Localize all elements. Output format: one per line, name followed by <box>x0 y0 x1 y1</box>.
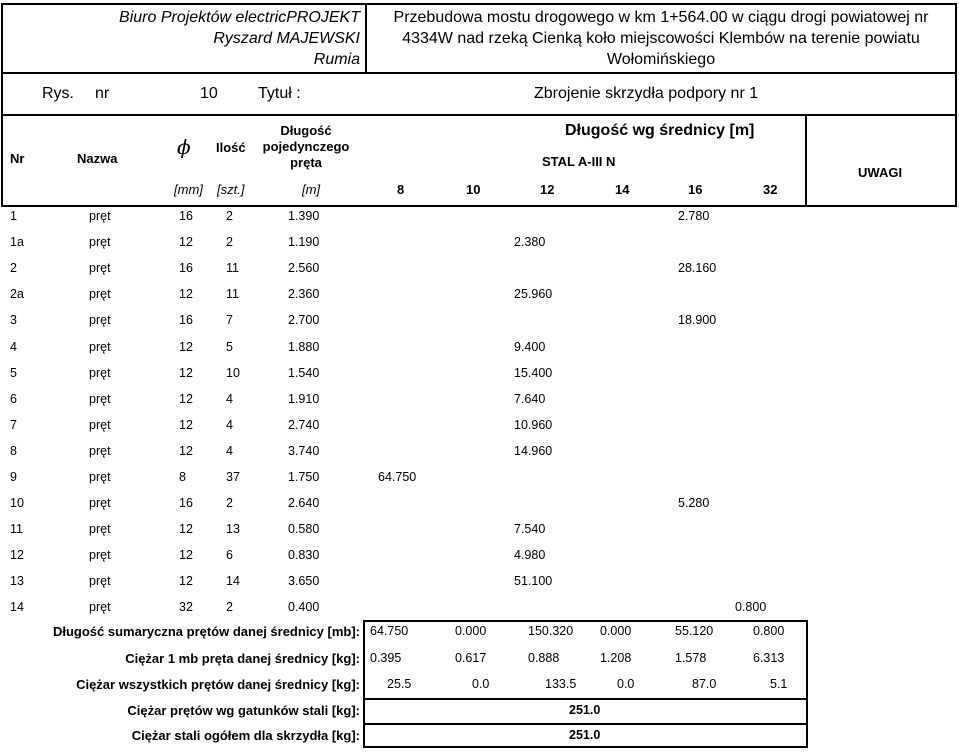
grade-weight-label: Ciężar prętów wg gatunków stali [kg]: <box>127 703 360 718</box>
row-diameter: 12 <box>179 522 193 536</box>
total-length-value: 64.750 <box>370 624 409 638</box>
title-label: Tytuł : <box>258 85 301 102</box>
row-diameter: 12 <box>179 392 193 406</box>
unit-weight-value: 6.313 <box>753 651 785 665</box>
col-diameter-symbol: ϕ <box>177 135 191 159</box>
diam-16: 16 <box>688 182 703 197</box>
drawing-number: 10 <box>200 85 218 102</box>
unit-szt: [szt.] <box>217 182 245 197</box>
row-quantity: 5 <box>226 340 233 354</box>
row-length: 0.580 <box>288 522 320 536</box>
row-name: pręt <box>89 235 111 249</box>
row-diameter: 16 <box>179 209 193 223</box>
row-diameter: 12 <box>179 235 193 249</box>
row-length: 3.740 <box>288 444 320 458</box>
row-name: pręt <box>89 600 111 614</box>
row-quantity: 2 <box>226 235 233 249</box>
row-d12: 4.980 <box>514 548 546 562</box>
col-nr: Nr <box>10 151 25 166</box>
col-length-line-3: pręta <box>290 155 322 170</box>
grand-total-value: 251.0 <box>569 728 601 742</box>
total-length-label: Długość sumaryczna prętów danej średnicy [mb]: <box>52 624 360 639</box>
row-nr: 4 <box>10 340 17 354</box>
company-city: Rumia <box>313 51 360 68</box>
project-line-2: 4334W nad rzeką Cienką koło miejscowości Klembów na terenie powiatu <box>402 30 920 47</box>
row-diameter: 12 <box>179 548 193 562</box>
row-nr: 14 <box>10 600 24 614</box>
row-d32: 0.800 <box>735 600 767 614</box>
row-name: pręt <box>89 574 111 588</box>
total-length-value: 150.320 <box>528 624 574 638</box>
row-d12: 51.100 <box>514 574 553 588</box>
row-diameter: 12 <box>179 444 193 458</box>
row-length: 2.740 <box>288 418 320 432</box>
row-length: 1.390 <box>288 209 320 223</box>
total-length-value: 0.800 <box>753 624 785 638</box>
total-weight-label: Ciężar wszystkich prętów danej średnicy [kg]: <box>76 677 360 692</box>
row-length: 1.880 <box>288 340 320 354</box>
unit-weight-value: 1.578 <box>675 651 707 665</box>
row-nr: 2 <box>10 261 17 275</box>
total-weight-value: 25.5 <box>387 677 412 691</box>
row-length: 2.360 <box>288 287 320 301</box>
row-diameter: 8 <box>179 470 186 484</box>
row-d12: 14.960 <box>514 444 553 458</box>
col-length-line-1: Długość <box>280 123 332 138</box>
row-d16: 5.280 <box>678 496 710 510</box>
drawing-title: Zbrojenie skrzydła podpory nr 1 <box>534 85 759 102</box>
row-nr: 10 <box>10 496 24 510</box>
row-length: 1.190 <box>288 235 320 249</box>
row-quantity: 4 <box>226 418 233 432</box>
row-diameter: 16 <box>179 313 193 327</box>
unit-weight-value: 0.888 <box>528 651 560 665</box>
steel-grade: STAL A-III N <box>542 154 616 169</box>
total-weight-value: 87.0 <box>692 677 717 691</box>
row-diameter: 16 <box>179 496 193 510</box>
row-d16: 28.160 <box>678 261 717 275</box>
row-d12: 10.960 <box>514 418 553 432</box>
rys-label: Rys. <box>42 85 74 102</box>
row-nr: 8 <box>10 444 17 458</box>
row-nr: 12 <box>10 548 24 562</box>
row-d12: 7.640 <box>514 392 546 406</box>
row-name: pręt <box>89 340 111 354</box>
col-nazwa: Nazwa <box>77 151 118 166</box>
row-name: pręt <box>89 496 111 510</box>
row-nr: 13 <box>10 574 24 588</box>
row-length: 0.830 <box>288 548 320 562</box>
row-quantity: 37 <box>226 470 240 484</box>
row-nr: 1 <box>10 209 17 223</box>
row-nr: 3 <box>10 313 17 327</box>
row-name: pręt <box>89 418 111 432</box>
row-name: pręt <box>89 366 111 380</box>
row-length: 3.650 <box>288 574 320 588</box>
nr-label: nr <box>95 85 110 102</box>
col-uwagi: UWAGI <box>858 165 903 180</box>
row-name: pręt <box>89 209 111 223</box>
row-quantity: 10 <box>226 366 240 380</box>
row-name: pręt <box>89 522 111 536</box>
diam-8: 8 <box>397 182 405 197</box>
col-length-line-2: pojedynczego <box>262 139 350 154</box>
row-d16: 18.900 <box>678 313 717 327</box>
row-quantity: 4 <box>226 392 233 406</box>
unit-m: [m] <box>302 182 321 197</box>
row-name: pręt <box>89 444 111 458</box>
total-weight-value: 5.1 <box>770 677 788 691</box>
diam-32: 32 <box>763 182 778 197</box>
row-nr: 7 <box>10 418 17 432</box>
total-weight-value: 0.0 <box>472 677 490 691</box>
row-length: 1.540 <box>288 366 320 380</box>
row-nr: 6 <box>10 392 17 406</box>
col-ilosc: Ilość <box>216 140 246 155</box>
grand-total-label: Ciężar stali ogółem dla skrzydła [kg]: <box>131 728 360 743</box>
total-weight-value: 133.5 <box>545 677 577 691</box>
row-length: 2.700 <box>288 313 320 327</box>
row-nr: 2a <box>10 287 24 301</box>
company-name: Biuro Projektów electricPROJEKT <box>119 9 360 26</box>
row-diameter: 12 <box>179 287 193 301</box>
row-d12: 2.380 <box>514 235 546 249</box>
row-d16: 2.780 <box>678 209 710 223</box>
total-length-value: 0.000 <box>600 624 632 638</box>
row-name: pręt <box>89 470 111 484</box>
row-name: pręt <box>89 313 111 327</box>
row-d12: 25.960 <box>514 287 553 301</box>
diam-12: 12 <box>540 182 555 197</box>
row-d12: 7.540 <box>514 522 546 536</box>
unit-weight-value: 0.395 <box>370 651 402 665</box>
row-name: pręt <box>89 392 111 406</box>
row-diameter: 12 <box>179 418 193 432</box>
row-quantity: 6 <box>226 548 233 562</box>
row-d8: 64.750 <box>378 470 417 484</box>
unit-weight-label: Ciężar 1 mb pręta danej średnicy [kg]: <box>125 651 360 666</box>
diam-10: 10 <box>466 182 481 197</box>
unit-weight-value: 0.617 <box>455 651 487 665</box>
row-diameter: 12 <box>179 574 193 588</box>
row-nr: 9 <box>10 470 17 484</box>
row-length: 2.640 <box>288 496 320 510</box>
total-length-value: 55.120 <box>675 624 714 638</box>
grade-weight-value: 251.0 <box>569 703 601 717</box>
row-quantity: 2 <box>226 496 233 510</box>
row-nr: 1a <box>10 235 24 249</box>
unit-mm: [mm] <box>174 182 203 197</box>
row-quantity: 7 <box>226 313 233 327</box>
row-name: pręt <box>89 287 111 301</box>
row-quantity: 2 <box>226 209 233 223</box>
row-length: 0.400 <box>288 600 320 614</box>
row-name: pręt <box>89 261 111 275</box>
row-quantity: 14 <box>226 574 240 588</box>
row-quantity: 11 <box>226 287 239 301</box>
row-nr: 5 <box>10 366 17 380</box>
row-diameter: 12 <box>179 366 193 380</box>
row-quantity: 13 <box>226 522 240 536</box>
row-d12: 9.400 <box>514 340 546 354</box>
row-length: 2.560 <box>288 261 320 275</box>
row-diameter: 32 <box>179 600 193 614</box>
company-owner: Ryszard MAJEWSKI <box>213 30 360 47</box>
row-quantity: 11 <box>226 261 239 275</box>
row-quantity: 4 <box>226 444 233 458</box>
project-line-3: Wołomińskiego <box>606 51 716 68</box>
total-weight-value: 0.0 <box>617 677 635 691</box>
row-name: pręt <box>89 548 111 562</box>
row-diameter: 12 <box>179 340 193 354</box>
row-length: 1.750 <box>288 470 320 484</box>
diam-14: 14 <box>615 182 630 197</box>
project-line-1: Przebudowa mostu drogowego w km 1+564.00 w ciągu drogi powiatowej nr <box>393 9 929 26</box>
row-diameter: 16 <box>179 261 193 275</box>
col-group-title: Długość wg średnicy [m] <box>565 122 755 139</box>
row-length: 1.910 <box>288 392 320 406</box>
row-quantity: 2 <box>226 600 233 614</box>
row-nr: 11 <box>10 522 23 536</box>
total-length-value: 0.000 <box>455 624 487 638</box>
unit-weight-value: 1.208 <box>600 651 632 665</box>
row-d12: 15.400 <box>514 366 553 380</box>
